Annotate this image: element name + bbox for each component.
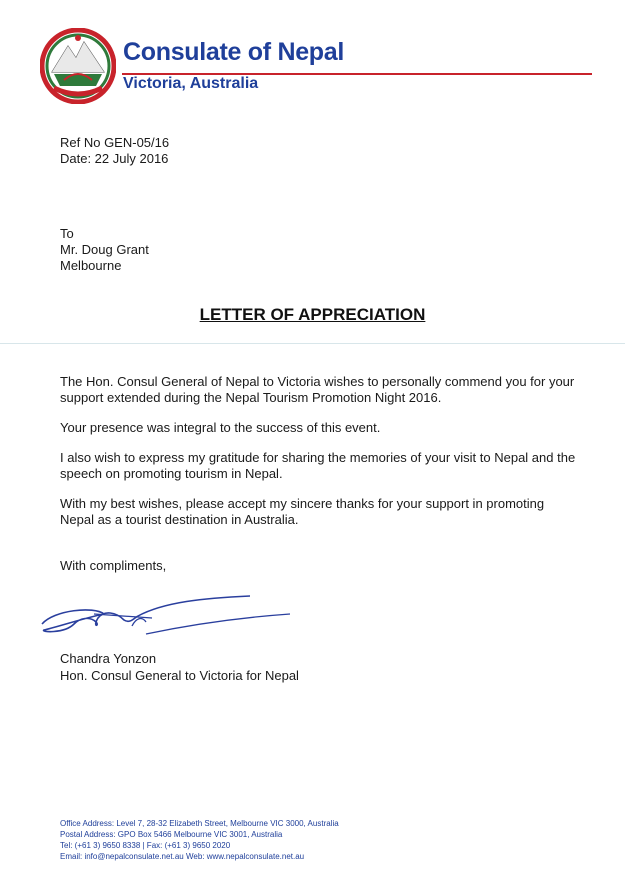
signer-role: Hon. Consul General to Victoria for Nepal (60, 668, 299, 683)
addressee-city: Melbourne (60, 258, 122, 273)
body-paragraph-1: The Hon. Consul General of Nepal to Victoria wishes to personally commend you for your support extended during the Nepal Tourism Promotion Night 2016. (60, 374, 575, 405)
body-paragraph-3: I also wish to express my gratitude for sharing the memories of your visit to Nepal and the speech on promoting tourism in Nepal. (60, 450, 576, 481)
addressee-name: Mr. Doug Grant (60, 242, 149, 257)
letter-body (60, 374, 580, 542)
letter-meta (60, 135, 169, 167)
footer-phone: Tel: (+61 3) 9650 8338 | Fax: (+61 3) 9650 2020 (60, 841, 231, 850)
letter-date: Date: 22 July 2016 (60, 151, 169, 166)
nepal-coat-of-arms-icon (40, 28, 116, 104)
reference-number: Ref No GEN-05/16 (60, 135, 170, 150)
closing-line: With compliments, (60, 558, 167, 573)
org-location: Victoria, Australia (123, 75, 259, 92)
divider (0, 343, 625, 344)
addressee-to: To (60, 226, 74, 241)
body-paragraph-4: With my best wishes, please accept my sincere thanks for your support in promoting Nepal as a tourist destination in Australia. (60, 496, 545, 527)
signature (34, 588, 294, 648)
footer-web: Email: info@nepalconsulate.net.au Web: www.nepalconsulate.net.au (60, 852, 305, 861)
signer-name: Chandra Yonzon (60, 651, 157, 666)
letter-title: LETTER OF APPRECIATION (199, 305, 426, 324)
body-paragraph-2: Your presence was integral to the success of this event. (60, 420, 381, 435)
footer-postal-address: Postal Address: GPO Box 5466 Melbourne VIC 3001, Australia (60, 830, 283, 839)
org-name: Consulate of Nepal (123, 38, 345, 66)
footer-contact (60, 818, 339, 862)
signer-block (60, 650, 299, 684)
addressee-block (60, 226, 149, 274)
footer-office-address: Office Address: Level 7, 28-32 Elizabeth Street, Melbourne VIC 3000, Australia (60, 819, 339, 828)
